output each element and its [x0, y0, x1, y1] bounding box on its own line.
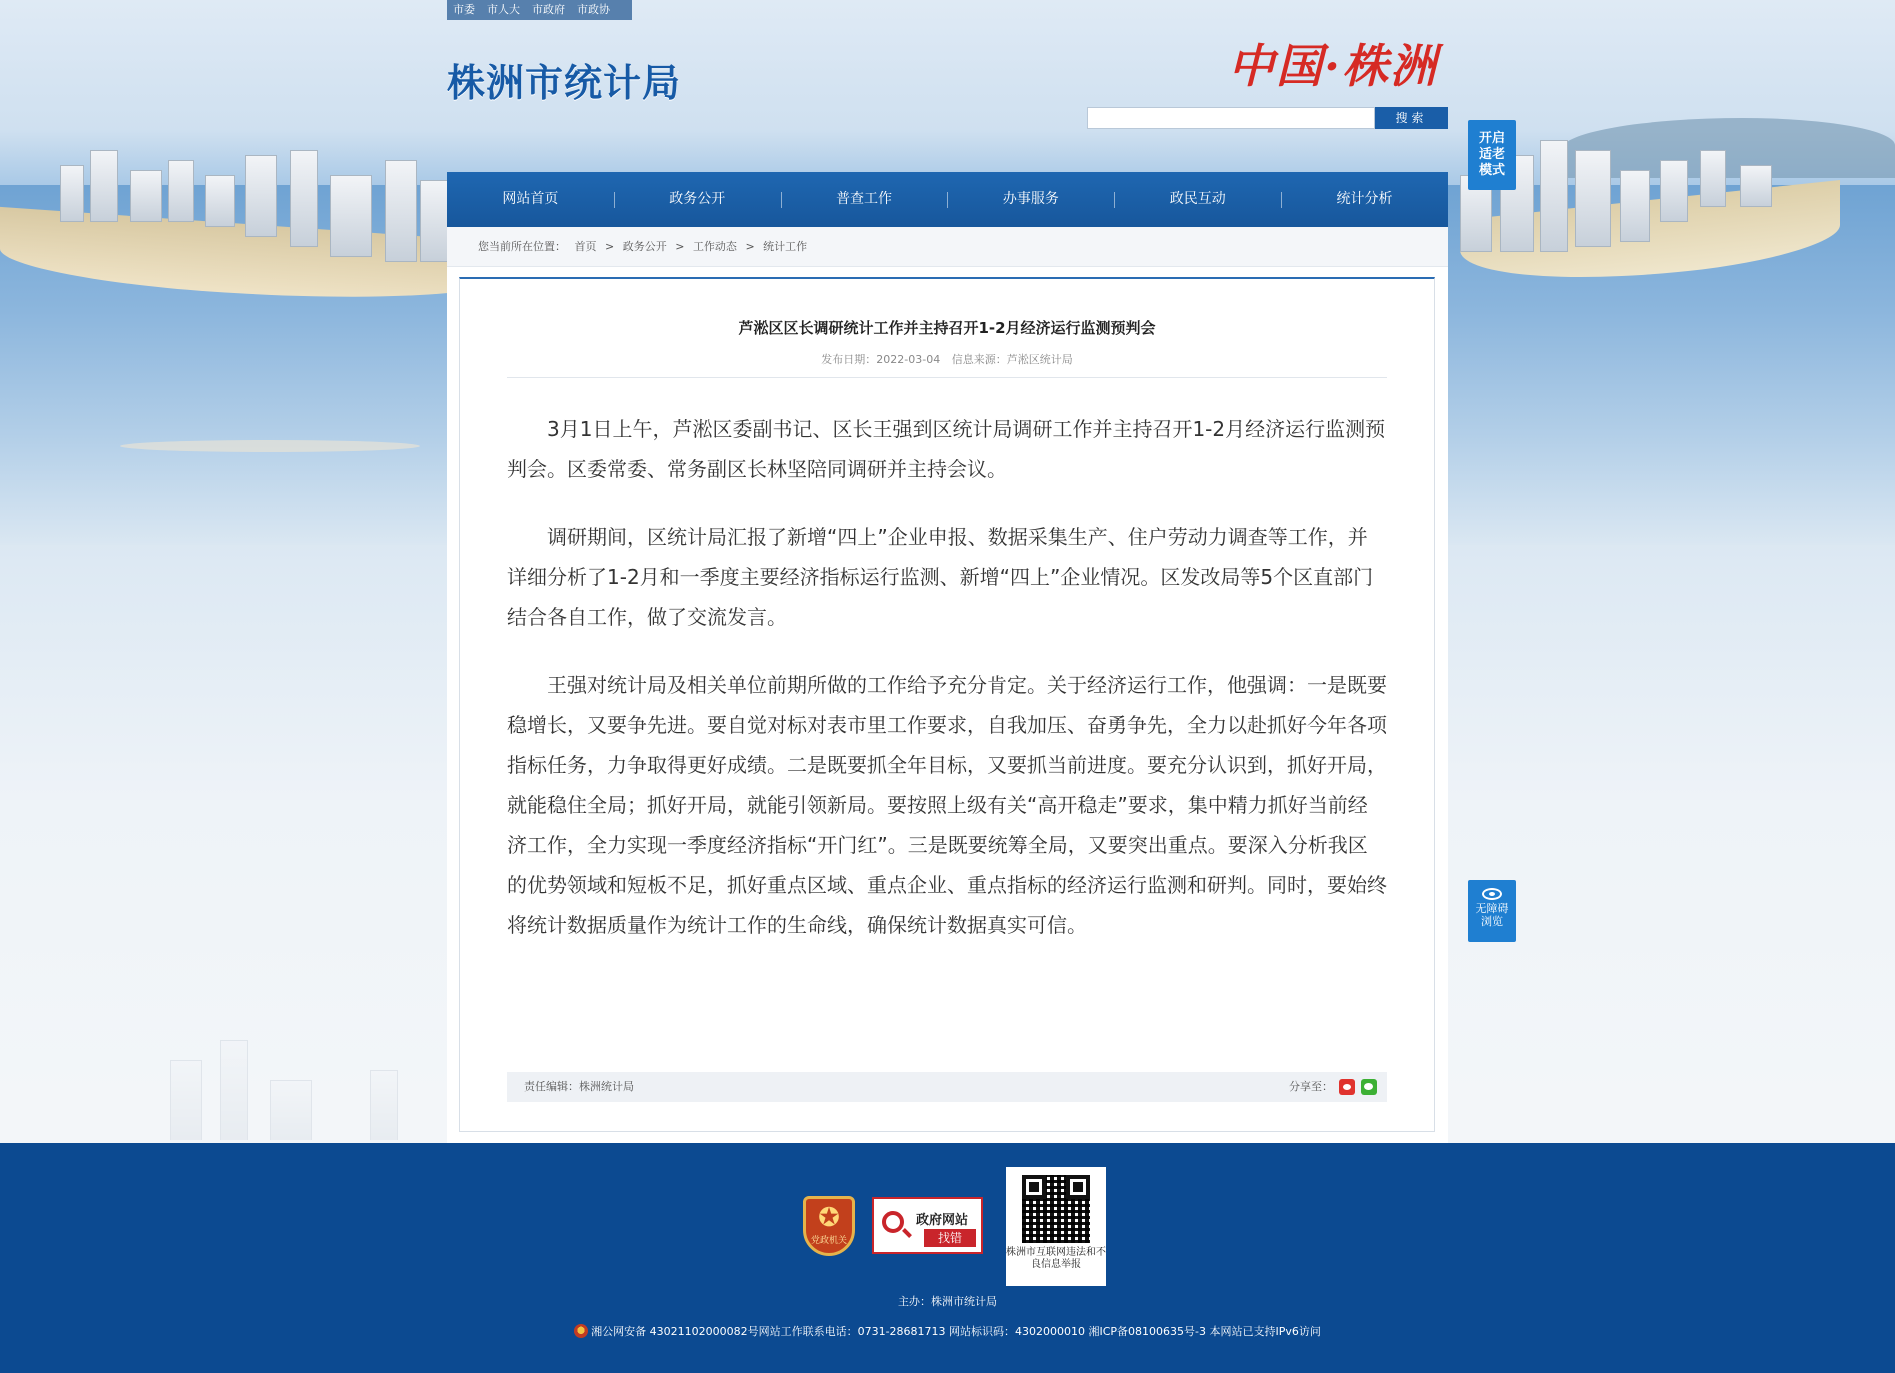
city-slogan-logo: 中国·株洲	[1228, 39, 1439, 93]
breadcrumb-work-news[interactable]: 工作动态	[692, 240, 737, 253]
nav-home[interactable]: 网站首页	[502, 191, 559, 207]
party-gov-badge[interactable]	[803, 1196, 855, 1256]
qr-code-icon	[1022, 1175, 1090, 1243]
share-label: 分享至：	[1289, 1080, 1333, 1093]
qr-caption: 株洲市互联网违法和不良信息举报	[1006, 1247, 1106, 1270]
elder-mode-line-3: 模式	[1478, 163, 1505, 178]
breadcrumb-statistics-work[interactable]: 统计工作	[763, 240, 808, 253]
gov-website-error-badge[interactable]	[872, 1197, 983, 1254]
breadcrumb-separator: >	[745, 240, 755, 253]
gov-badge-subtitle: 找错	[924, 1229, 976, 1247]
breadcrumb-prefix: 您当前所在位置：	[478, 240, 566, 253]
article-panel	[459, 277, 1435, 1132]
nav-gov-affairs[interactable]: 政务公开	[614, 172, 781, 227]
breadcrumb-separator: >	[605, 240, 615, 253]
weibo-icon[interactable]	[1339, 1079, 1355, 1095]
nav-interaction[interactable]: 政民互动	[1114, 172, 1281, 227]
emblem-icon: ✪	[818, 1203, 840, 1233]
top-links-bar	[447, 0, 632, 20]
breadcrumb	[447, 227, 1448, 267]
info-source: 信息来源：芦淞区统计局	[951, 353, 1073, 366]
accessibility-line-1: 无障碍	[1475, 902, 1509, 915]
breadcrumb-gov-affairs[interactable]: 政务公开	[622, 240, 667, 253]
search-button[interactable]: 搜索	[1375, 107, 1448, 129]
top-link-party-committee[interactable]: 市委	[453, 3, 475, 16]
article-body	[507, 409, 1387, 973]
top-link-government[interactable]: 市政府	[532, 3, 565, 16]
elder-mode-button[interactable]	[1468, 120, 1516, 190]
article-paragraph: 调研期间，区统计局汇报了新增“四上”企业申报、数据采集生产、住户劳动力调查等工作，并详细分析了1-2月和一季度主要经济指标运行监测、新增“四上”企业情况。区发改局等5个区直部门结合各自工作，做了交流发言。	[507, 525, 1374, 629]
gov-badge-title: 政府网站	[916, 1213, 969, 1228]
sandbar	[120, 440, 420, 452]
nav-census[interactable]: 普查工作	[781, 172, 948, 227]
article-meta	[460, 351, 1434, 367]
footer-icp-text[interactable]: 湘公网安备 43021102000082号网站工作联系电话：0731-28681713 网站标识码：4302000010 湘ICP备08100635号-3 本网站已支持IPv6访问	[591, 1325, 1321, 1338]
breadcrumb-home[interactable]: 首页	[574, 240, 597, 253]
publish-date: 发布日期：2022-03-04	[821, 353, 941, 366]
article-paragraph: 3月1日上午，芦淞区委副书记、区长王强到区统计局调研工作并主持召开1-2月经济运行监测预判会。区委常委、常务副区长林坚陪同调研并主持会议。	[507, 417, 1386, 481]
elder-mode-line-1: 开启	[1478, 131, 1505, 146]
eye-icon	[1482, 888, 1502, 900]
content-area	[447, 227, 1448, 1143]
breadcrumb-separator: >	[675, 240, 685, 253]
nav-services[interactable]: 办事服务	[947, 172, 1114, 227]
elder-mode-line-2: 适老	[1478, 147, 1505, 162]
article-paragraph: 王强对统计局及相关单位前期所做的工作给予充分肯定。关于经济运行工作，他强调：一是既要稳增长，又要争先进。要自觉对标对表市里工作要求，自我加压、奋勇争先，全力以赴抓好今年各项指标任务，力争取得更好成绩。二是既要抓全年目标，又要抓当前进度。要充分认识到，抓好开局，就能稳住全局；抓好开局，就能引领新局。要按照上级有关“高开稳走”要求，集中精力抓好当前经济工作，全力实现一季度经济指标“开门红”。三是既要统筹全局，又要突出重点。要深入分析我区的优势领域和短板不足，抓好重点区域、重点企业、重点指标的经济运行监测和研判。同时，要始终将统计数据质量作为统计工作的生命线，确保统计数据真实可信。	[507, 673, 1387, 937]
footer-sponsor: 主办：株洲市统计局	[898, 1295, 997, 1308]
site-title[interactable]: 株洲市统计局	[447, 63, 682, 105]
report-qr-panel[interactable]	[1006, 1167, 1106, 1286]
police-badge-icon	[574, 1324, 588, 1338]
wechat-icon[interactable]	[1361, 1079, 1377, 1095]
magnifier-icon	[882, 1211, 904, 1233]
editor-bar	[507, 1072, 1387, 1102]
search-input[interactable]	[1087, 107, 1375, 129]
responsible-editor: 责任编辑：株洲统计局	[524, 1080, 634, 1093]
accessibility-button[interactable]	[1468, 880, 1516, 942]
main-nav	[447, 172, 1448, 227]
party-badge-label: 党政机关	[810, 1236, 847, 1246]
share-group	[1289, 1072, 1377, 1102]
article-title: 芦淞区区长调研统计工作并主持召开1-2月经济运行监测预判会	[738, 319, 1156, 337]
footer-icp-line	[0, 1323, 1895, 1339]
faded-skyline	[150, 1020, 450, 1140]
title-divider	[507, 377, 1387, 378]
top-link-cppcc[interactable]: 市政协	[577, 3, 610, 16]
top-link-npc[interactable]: 市人大	[487, 3, 520, 16]
accessibility-line-2: 浏览	[1481, 915, 1503, 928]
nav-statistics-analysis[interactable]: 统计分析	[1281, 172, 1448, 227]
